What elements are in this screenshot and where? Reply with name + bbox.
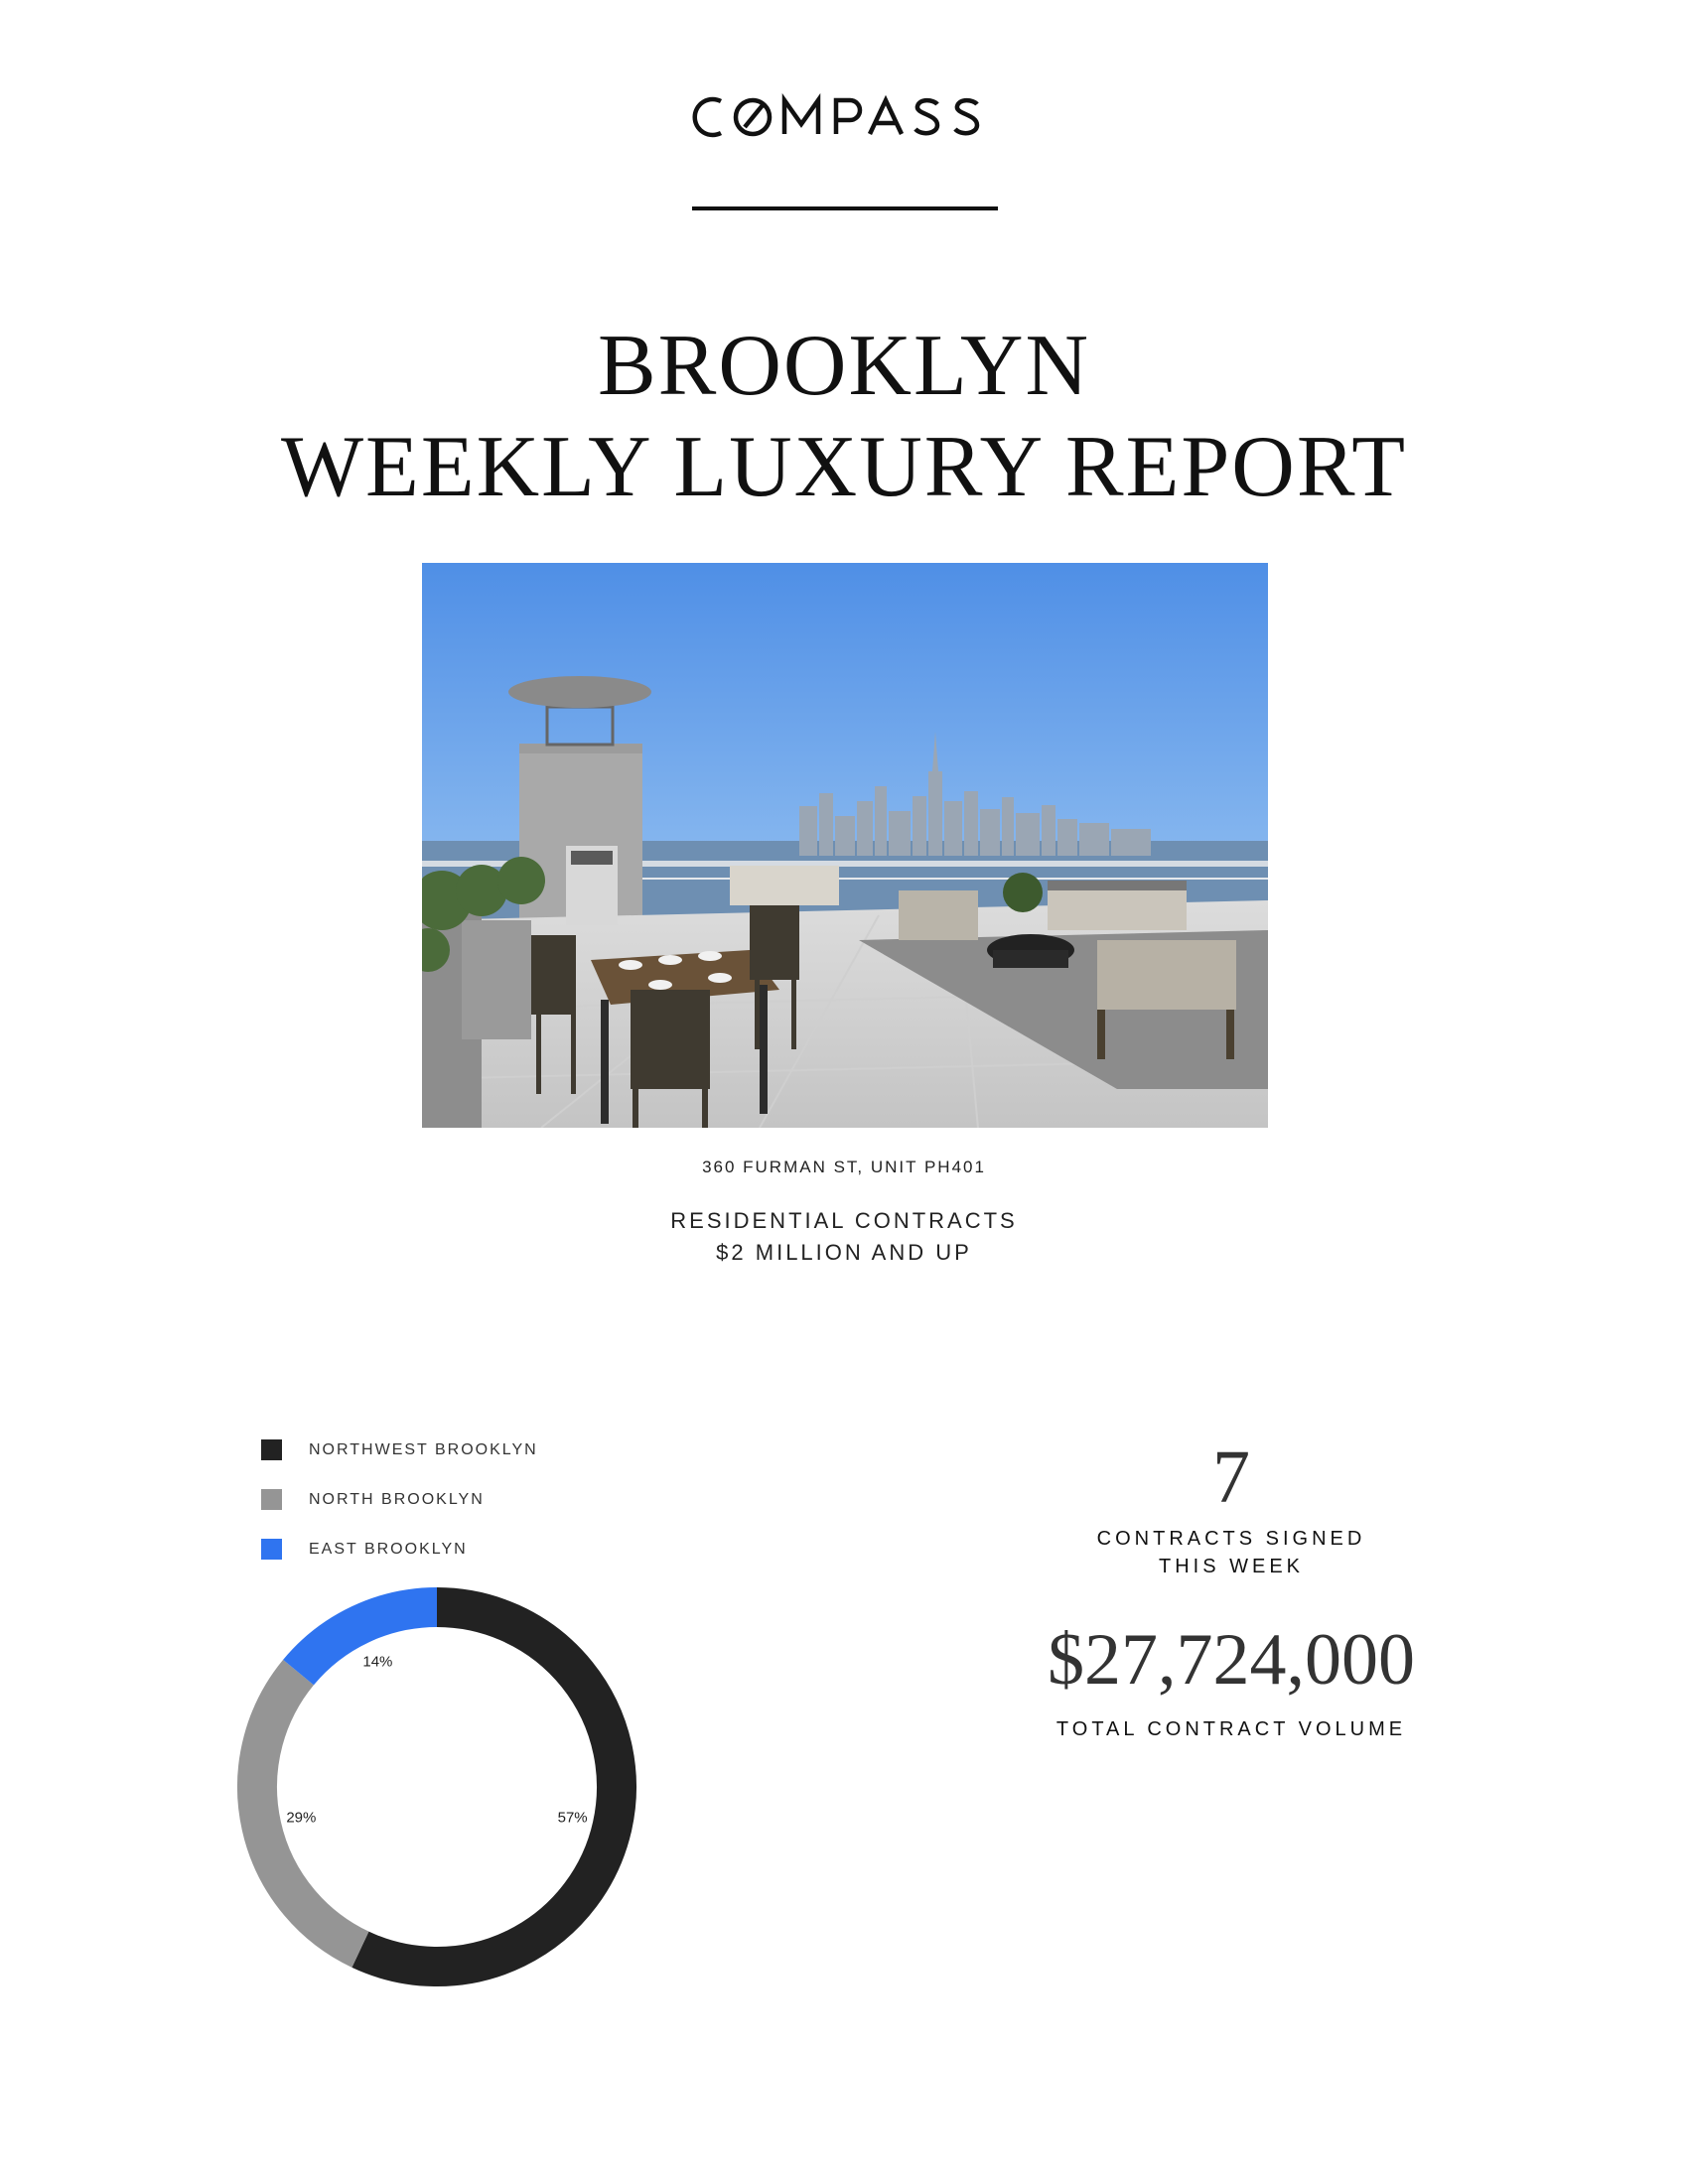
- contracts-count-label: [993, 1525, 1470, 1580]
- donut-slice-northwest-brooklyn: [360, 1607, 617, 1967]
- report-subtitle-line1: RESIDENTIAL CONTRACTS: [670, 1208, 1018, 1233]
- donut-slice-label: 57%: [557, 1809, 588, 1827]
- photo-caption: 360 FURMAN ST, UNIT PH401: [702, 1158, 986, 1176]
- featured-property-photo: [422, 563, 1268, 1128]
- contracts-label-line1: CONTRACTS SIGNED: [1096, 1528, 1366, 1550]
- report-title-line1: BROOKLYN: [597, 318, 1091, 414]
- legend-label: EAST BROOKLYN: [309, 1541, 468, 1558]
- legend-label: NORTHWEST BROOKLYN: [309, 1441, 538, 1458]
- donut-slice-label: 14%: [362, 1653, 393, 1671]
- legend-label: NORTH BROOKLYN: [309, 1491, 485, 1508]
- report-subtitle: [0, 1205, 1688, 1269]
- donut-slice-label: 29%: [286, 1809, 317, 1827]
- legend-swatch: [261, 1489, 282, 1510]
- contracts-count: 7: [1212, 1435, 1250, 1519]
- report-title-line2: WEEKLY LUXURY REPORT: [281, 419, 1407, 515]
- legend-swatch: [261, 1539, 282, 1560]
- report-title: [0, 316, 1688, 518]
- donut-chart-svg: [228, 1578, 645, 1995]
- compass-logo: [0, 87, 1688, 167]
- compass-logo-mark: [685, 87, 1003, 147]
- total-contract-volume: $27,724,000: [1048, 1619, 1415, 1701]
- rooftop-terrace-image: [422, 563, 1268, 1128]
- contracts-label-line2: THIS WEEK: [1158, 1556, 1304, 1577]
- legend-swatch: [261, 1439, 282, 1460]
- contracts-by-region-donut-chart: [228, 1578, 645, 1995]
- total-contract-volume-label: TOTAL CONTRACT VOLUME: [1055, 1718, 1407, 1740]
- report-subtitle-line2: $2 MILLION AND UP: [716, 1240, 972, 1265]
- logo-divider: [692, 206, 998, 210]
